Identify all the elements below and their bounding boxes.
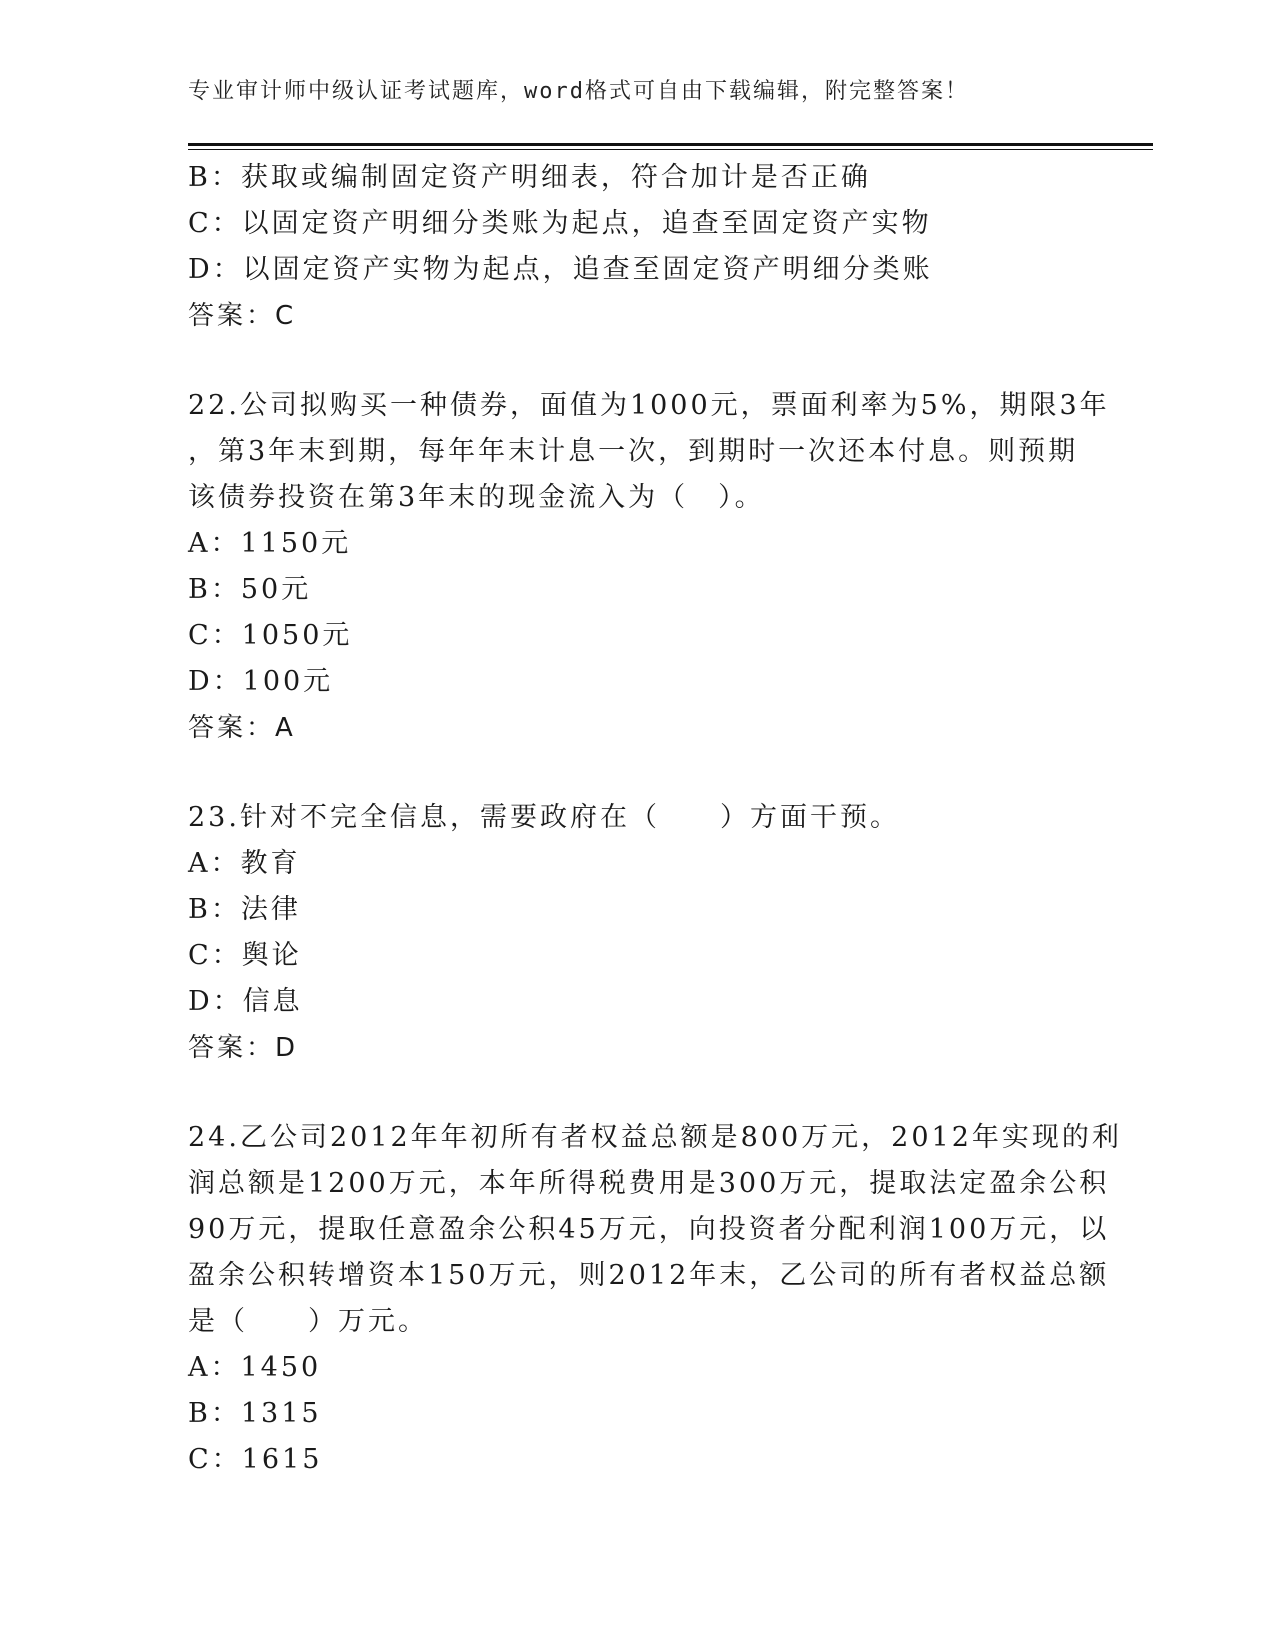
option-line: B：1315 <box>188 1398 322 1429</box>
option-line: B：获取或编制固定资产明细表，符合加计是否正确 <box>188 162 871 193</box>
answer-line: 答案：D <box>188 1033 299 1063</box>
answer-line: 答案：C <box>188 301 297 331</box>
question-text-line: 盈余公积转增资本150万元，则2012年末，乙公司的所有者权益总额 <box>188 1260 1110 1291</box>
header-rule-thick <box>188 143 1153 146</box>
question-text-line: 22.公司拟购买一种债券，面值为1000元，票面利率为5%，期限3年 <box>188 390 1110 421</box>
option-line: D：信息 <box>188 986 303 1017</box>
question-text-line: 23.针对不完全信息，需要政府在（ ）方面干预。 <box>188 802 900 833</box>
question-text-line: 该债券投资在第3年末的现金流入为（ ）。 <box>188 482 765 513</box>
question-block-24 <box>188 1115 1122 1483</box>
option-line: D：100元 <box>188 666 334 697</box>
question-block-21 <box>188 155 1088 339</box>
question-text-line: 24.乙公司2012年年初所有者权益总额是800万元，2012年实现的利 <box>188 1122 1122 1153</box>
option-line: C：1615 <box>188 1444 323 1475</box>
option-line: B：法律 <box>188 894 301 925</box>
question-text-line: 90万元，提取任意盈余公积45万元，向投资者分配利润100万元，以 <box>188 1214 1110 1245</box>
option-line: A：教育 <box>188 848 301 879</box>
answer-line: 答案：A <box>188 713 296 743</box>
spacer <box>188 1071 1088 1115</box>
option-line: C：以固定资产明细分类账为起点，追查至固定资产实物 <box>188 208 932 239</box>
option-line: B：50元 <box>188 574 312 605</box>
question-text-line: ，第3年末到期，每年年末计息一次，到期时一次还本付息。则预期 <box>188 436 1079 467</box>
header-rule-thin <box>188 149 1153 150</box>
spacer <box>188 751 1088 795</box>
option-line: A：1150元 <box>188 528 352 559</box>
question-block-22 <box>188 383 1110 751</box>
question-text-line: 是（ ）万元。 <box>188 1306 428 1337</box>
option-line: D：以固定资产实物为起点，追查至固定资产明细分类账 <box>188 254 933 285</box>
spacer <box>188 339 1088 383</box>
option-line: C：舆论 <box>188 940 302 971</box>
question-content <box>188 155 1122 1483</box>
option-line: A：1450 <box>188 1352 322 1383</box>
page-header: 专业审计师中级认证考试题库，word格式可自由下载编辑，附完整答案！ <box>188 79 969 104</box>
question-text-line: 润总额是1200万元，本年所得税费用是300万元，提取法定盈余公积 <box>188 1168 1110 1199</box>
question-block-23 <box>188 795 1088 1071</box>
option-line: C：1050元 <box>188 620 353 651</box>
